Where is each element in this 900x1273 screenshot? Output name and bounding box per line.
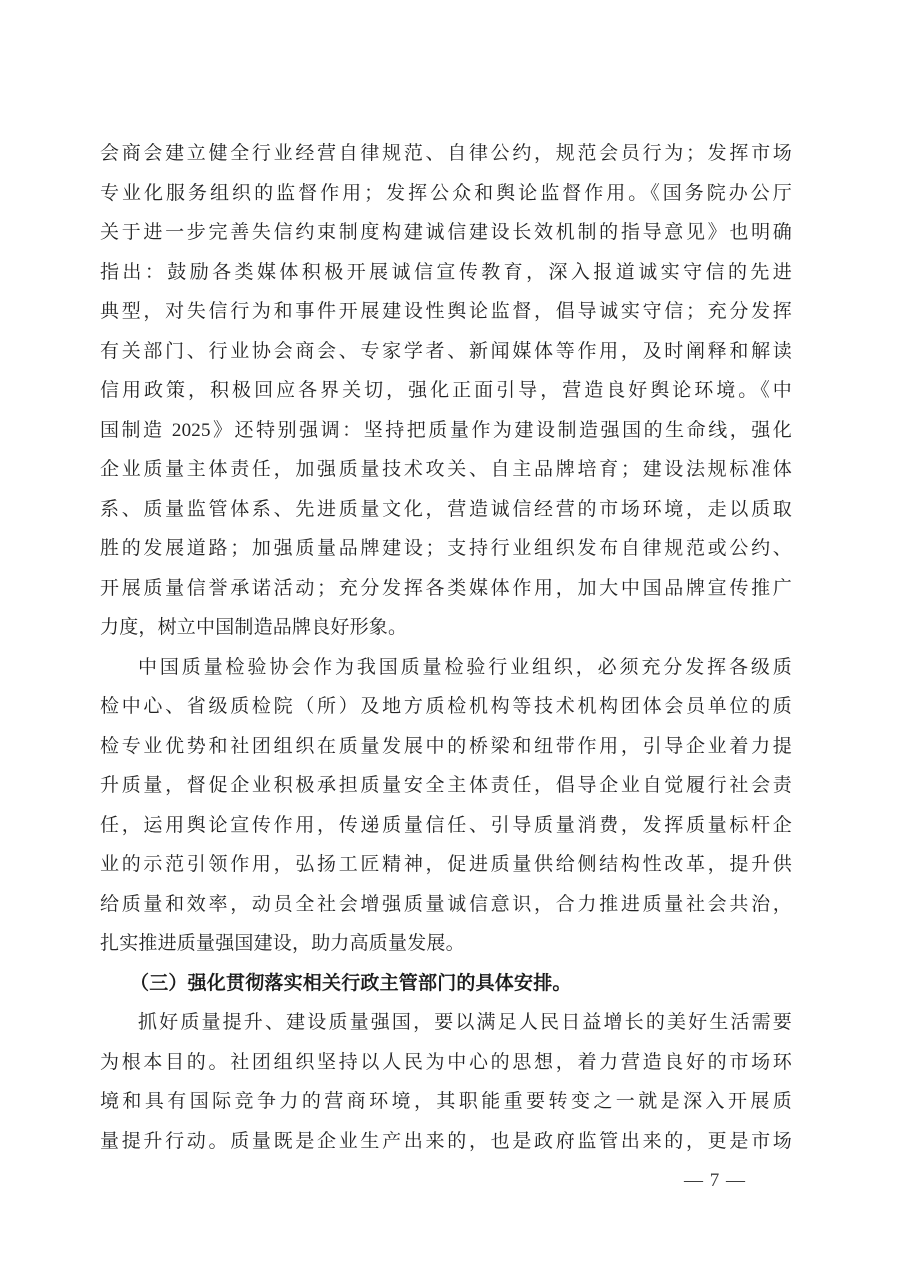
text-line: 量提升行动。质量既是企业生产出来的，也是政府监管出来的，更是市场	[100, 1130, 792, 1152]
text-line: 升质量，督促企业积极承担质量安全主体责任，倡导企业自觉履行社会责	[100, 775, 792, 796]
text-line: 关于进一步完善失信约束制度构建诚信建设长效机制的指导意见》也明确	[100, 222, 792, 243]
text-line: 为根本目的。社团组织坚持以人民为中心的思想，着力营造良好的市场环	[100, 1051, 792, 1073]
text-line: 境和具有国际竞争力的营商环境，其职能重要转变之一就是深入开展质	[100, 1091, 792, 1112]
text-line: 中国质量检验协会作为我国质量检验行业组织，必须充分发挥各级质	[138, 656, 792, 678]
text-line: 任，运用舆论宣传作用，传递质量信任、引导质量消费，发挥质量标杆企	[100, 814, 792, 836]
text-line: 信用政策，积极回应各界关切，强化正面引导，营造良好舆论环境。《中	[100, 380, 792, 401]
section-heading: （三）强化贯彻落实相关行政主管部门的具体安排。	[130, 972, 572, 994]
text-line: 会商会建立健全行业经营自律规范、自律公约，规范会员行为；发挥市场	[100, 143, 792, 164]
text-line: 检专业优势和社团组织在质量发展中的桥梁和纽带作用，引导企业着力提	[100, 735, 792, 757]
text-line: 胜的发展道路；加强质量品牌建设；支持行业组织发布自律规范或公约、	[100, 538, 792, 559]
body-text	[100, 134, 792, 1161]
text-line: 典型，对失信行为和事件开展建设性舆论监督，倡导诚实守信；充分发挥	[100, 301, 792, 322]
text-line: 专业化服务组织的监督作用；发挥公众和舆论监督作用。《国务院办公厅	[100, 182, 792, 204]
text-line: 有关部门、行业协会商会、专家学者、新闻媒体等作用，及时阐释和解读	[100, 340, 792, 362]
text-line: 抓好质量提升、建设质量强国，要以满足人民日益增长的美好生活需要	[138, 1012, 792, 1033]
text-line: 扎实推进质量强国建设，助力高质量发展。	[100, 933, 465, 954]
text-line: 企业质量主体责任，加强质量技术攻关、自主品牌培育；建设法规标准体	[100, 459, 792, 480]
text-line: 指出：鼓励各类媒体积极开展诚信宣传教育，深入报道诚实守信的先进	[100, 261, 792, 283]
text-line: 系、质量监管体系、先进质量文化，营造诚信经营的市场环境，走以质取	[100, 498, 792, 520]
page-number: — 7 —	[684, 1170, 746, 1191]
text-line: 力度，树立中国制造品牌良好形象。	[100, 617, 408, 638]
text-line: 业的示范引领作用，弘扬工匠精神，促进质量供给侧结构性改革，提升供	[100, 854, 792, 875]
text-line: 给质量和效率，动员全社会增强质量诚信意识，合力推进质量社会共治，	[100, 893, 792, 915]
text-line: 开展质量信誉承诺活动；充分发挥各类媒体作用，加大中国品牌宣传推广	[100, 577, 792, 599]
text-line: 检中心、省级质检院（所）及地方质检机构等技术机构团体会员单位的质	[100, 696, 792, 717]
text-line: 国制造 2025》还特别强调：坚持把质量作为建设制造强国的生命线，强化	[100, 419, 792, 441]
